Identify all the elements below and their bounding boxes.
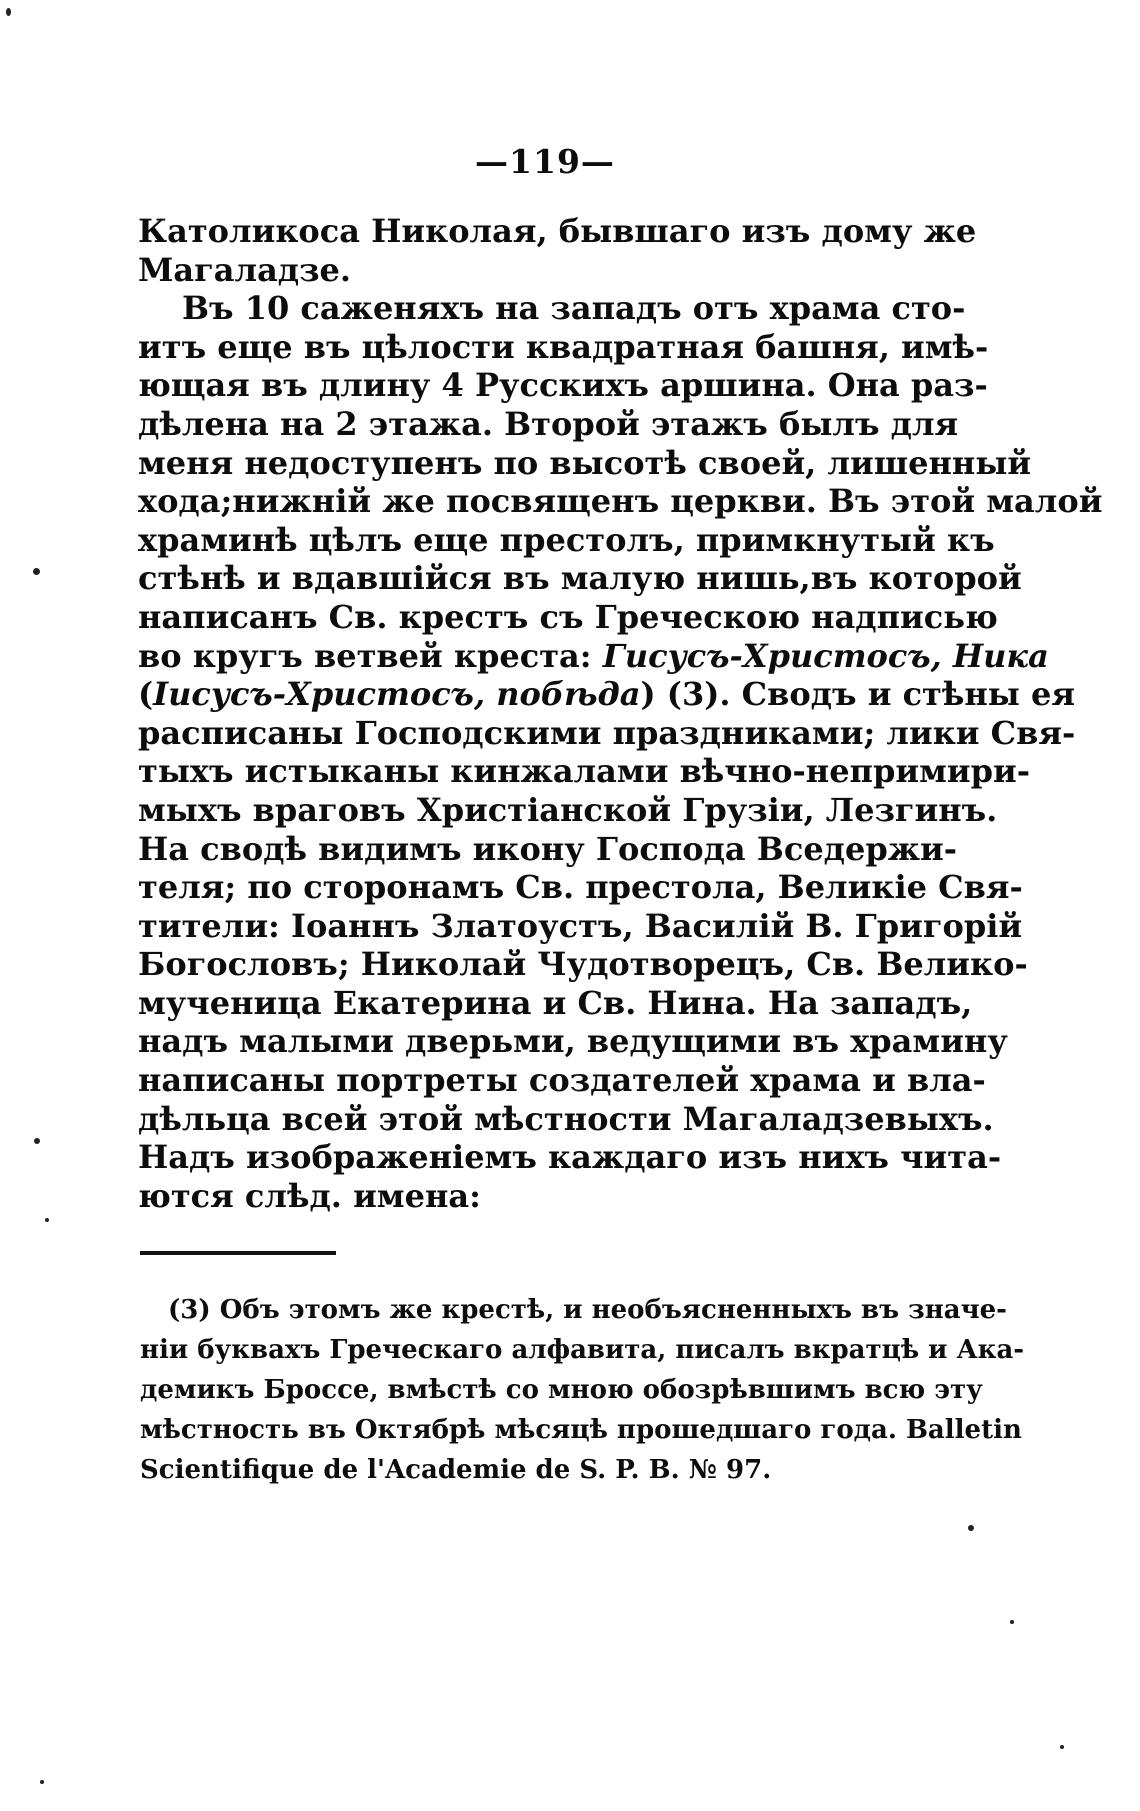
footnote [140,1290,1025,1490]
scan-speck [1060,1745,1064,1749]
text-line: Католикоса Николая, бывшаго изъ дому же [138,212,977,250]
text-line: Магаладзе. [138,250,352,289]
text-line: ются слѣд. имена: [138,1176,481,1215]
text-line: мыхъ враговъ Христіанской Грузіи, Лезгинъ. [138,790,998,829]
text-line: теля; по сторонамъ Св. престола, Великіе Свя- [138,868,1023,907]
text-line: ющая въ длину 4 Русскихъ аршина. Она раз- [138,366,988,405]
text-line: Богословъ; Николай Чудотворецъ, Св. Велико- [138,945,1028,984]
text-line: Надъ изображеніемъ каждаго изъ нихъ чита- [138,1138,1002,1177]
text-segment: ) (3). Сводъ и стѣны ея [640,675,1076,714]
scan-speck [6,8,11,16]
text-line: мученица Екатерина и Св. Нина. На западъ, [138,983,973,1022]
text-segment: ( [138,675,154,714]
text-line: дѣльца всей этой мѣстности Магаладзевыхъ. [138,1099,994,1138]
text-line: Въ 10 саженяхъ на западъ отъ храма сто- [182,289,966,328]
text-line: стѣнѣ и вдавшійся въ малую нишь,въ которой [138,559,1022,598]
scan-speck [45,1218,49,1222]
footnote-line: (3) Объ этомъ же крестѣ, и необъясненныхъ въ значе- [168,1295,1007,1325]
text-line: тыхъ истыканы кинжалами вѣчно-непримири- [138,752,1030,791]
scan-speck [34,1138,40,1144]
footnote-separator [140,1251,336,1255]
page-number: —119— [475,142,615,181]
text-line: меня недоступенъ по высотѣ своей, лишенный [138,443,1032,482]
text-line: дѣлена на 2 этажа. Второй этажъ былъ для [138,404,959,443]
text-line: написаны портреты создателей храма и вла- [138,1061,986,1100]
text-line: хода;нижній же посвященъ церкви. Въ этой малой [138,482,1103,521]
text-line [138,675,1076,714]
text-line: храминѣ цѣлъ еще престолъ, примкнутый къ [138,520,995,559]
text-line: На сводѣ видимъ икону Господа Вседержи- [138,829,958,868]
scan-speck [1010,1620,1014,1624]
text-line: расписаны Господскими праздниками; лики Свя- [138,713,1076,752]
text-line: тители: Іоаннъ Златоустъ, Василій В. Григорій [138,906,1023,945]
scan-speck [33,568,40,575]
scan-speck [968,1525,974,1531]
italic-segment: Гисусъ-Христосъ, Ника [602,636,1049,675]
footnote-line: ніи буквахъ Греческаго алфавита, писалъ вкратцѣ и Ака- [140,1335,1025,1365]
footnote-line: демикъ Броссе, вмѣстѣ со мною обозрѣвшимъ всю эту [140,1375,983,1405]
text-line [138,636,1049,676]
text-line: надъ малыми дверьми, ведущими въ храмину [138,1022,1008,1061]
scan-speck [40,1780,44,1784]
footnote-line: Scientifique de l'Academie de S. P. B. № 97. [140,1455,772,1485]
body-text [138,212,1103,1215]
footnote-line: мѣстность въ Октябрѣ мѣсяцѣ прошедшаго года. Balletin [140,1415,1022,1445]
text-segment: во кругъ ветвей креста: [138,636,592,675]
text-line: итъ еще въ цѣлости квадратная башня, имѣ- [138,327,989,366]
italic-segment: Іисусъ-Христосъ, побѣда [153,675,641,714]
text-line: написанъ Св. крестъ съ Греческою надписью [138,597,998,636]
